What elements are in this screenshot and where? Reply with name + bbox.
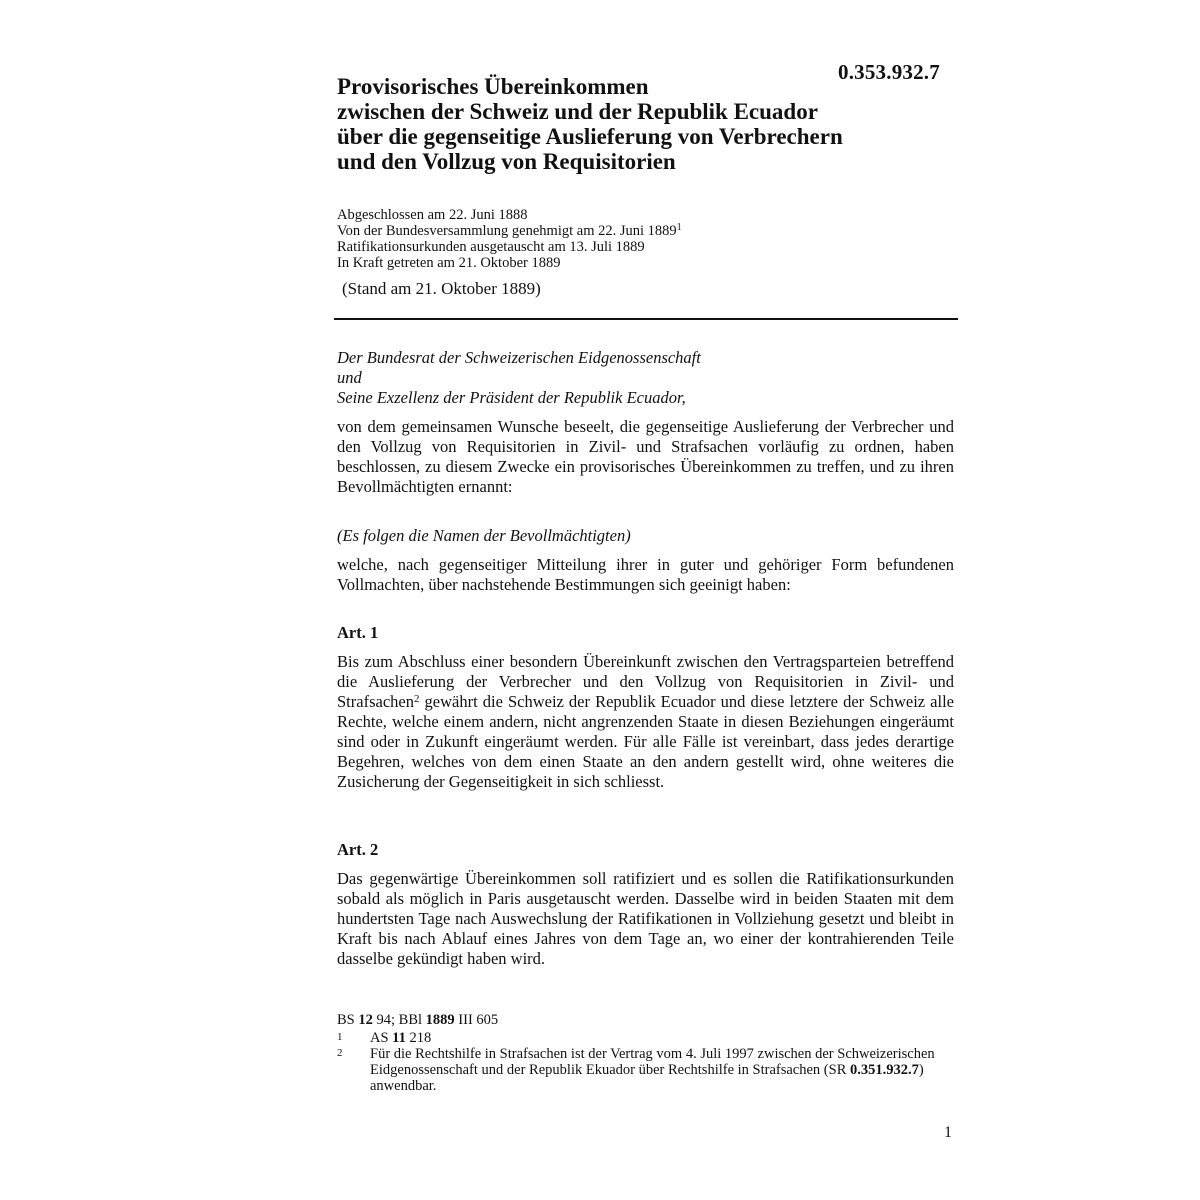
title-line: zwischen der Schweiz und der Republik Ecuador [337, 99, 818, 124]
title-line: über die gegenseitige Auslieferung von Verbrechern [337, 124, 843, 149]
approval-date [337, 223, 682, 239]
preamble-party-2: Seine Exzellenz der Präsident der Republik Ecuador, [337, 388, 686, 407]
page-number: 1 [944, 1124, 952, 1141]
preamble-agreement: welche, nach gegenseitiger Mitteilung ihrer in guter und gehöriger Form befundenen Vollmachten, über nachstehende Bestimmungen sich geeinigt haben: [337, 555, 954, 594]
title-line: und den Vollzug von Requisitorien [337, 149, 676, 174]
concluded-date: Abgeschlossen am 22. Juni 1888 [337, 207, 528, 223]
in-force-date: In Kraft getreten am 21. Oktober 1889 [337, 255, 561, 271]
document-title [337, 74, 897, 174]
treaty-metadata [337, 207, 682, 271]
footnote-mark: 1 [337, 1031, 343, 1043]
preamble-intro: von dem gemeinsamen Wunsche beseelt, die gegenseitige Auslieferung der Verbrecher und den Vollzug von Requisitorien in Zivil- und Strafsachen vorläufig zu ordnen, haben beschlossen, zu diesem Zwecke ein provisorisches Übereinkommen zu treffen, und zu ihren Bevollmächtigten ernannt: [337, 417, 954, 496]
footnote-1 [337, 1030, 957, 1046]
ratification-date: Ratifikationsurkunden ausgetauscht am 13. Juli 1889 [337, 239, 645, 255]
preamble-party-1: Der Bundesrat der Schweizerischen Eidgenossenschaft [337, 348, 701, 367]
source-reference: BS 12 94; BBl 1889 III 605 [337, 1012, 499, 1028]
article-2-text: Das gegenwärtige Übereinkommen soll ratifiziert und es sollen die Ratifikationsurkunden sobald als möglich in Paris ausgetauscht werden. Dasselbe wird in beiden Staaten mit dem hundertsten Tage nach Auswechslung der Ratifikationen in Vollziehung gesetzt und bleibt in Kraft bis nach Ablauf eines Jahres von dem Tage an, wo einer der kontrahierenden Teile dasselbe gekündigt haben wird. [337, 869, 954, 968]
status-date: (Stand am 21. Oktober 1889) [342, 279, 541, 298]
article-1-text-before: Bis zum Abschluss einer besondern Übereinkunft zwischen den Vertragsparteien betreffend die Auslieferung der Verbrecher und den Vollzug von Requisitorien in Zivil- und Strafsachen [337, 652, 954, 711]
footnote-2 [337, 1046, 957, 1094]
footnotes [337, 1012, 957, 1094]
footnote-mark: 2 [337, 1047, 343, 1059]
footnote-ref-1: 1 [676, 222, 682, 233]
footnote-ref-2: 2 [413, 693, 420, 705]
approval-date-text: Von der Bundesversammlung genehmigt am 22. Juni 1889 [337, 223, 677, 239]
article-1-text-after: gewährt die Schweiz der Republik Ecuador und diese letztere der Schweiz alle Rechte, welche einem andern, nicht angrenzenden Staate in diesen Beziehungen eingeräumt sind oder in Zukunft eingeräumt werden. Für alle Fälle ist vereinbart, dass jedes derartige Begehren, welches von dem einen Staate an den andern gestellt wird, ohne weiteres die Zusicherung der Gegenseitigkeit in sich schliesst. [337, 692, 954, 791]
title-line: Provisorisches Übereinkommen [337, 74, 649, 99]
sr-number: 0.353.932.7 [838, 60, 940, 84]
footnote-text: Für die Rechtshilfe in Strafsachen ist der Vertrag vom 4. Juli 1997 zwischen der Schweizerischen Eidgenossenschaft und der Republik Ekuador über Rechtshilfe in Strafsachen (SR 0.351.932.7) anwendbar. [370, 1046, 935, 1094]
footnote-text: AS 11 218 [370, 1030, 432, 1046]
plenipotentiaries-note: (Es folgen die Namen der Bevollmächtigten) [337, 526, 631, 545]
header-divider [334, 318, 958, 320]
article-1-heading: Art. 1 [337, 623, 379, 642]
article-1-text [337, 652, 954, 792]
article-2-heading: Art. 2 [337, 840, 379, 859]
preamble-conjunction: und [337, 368, 362, 387]
